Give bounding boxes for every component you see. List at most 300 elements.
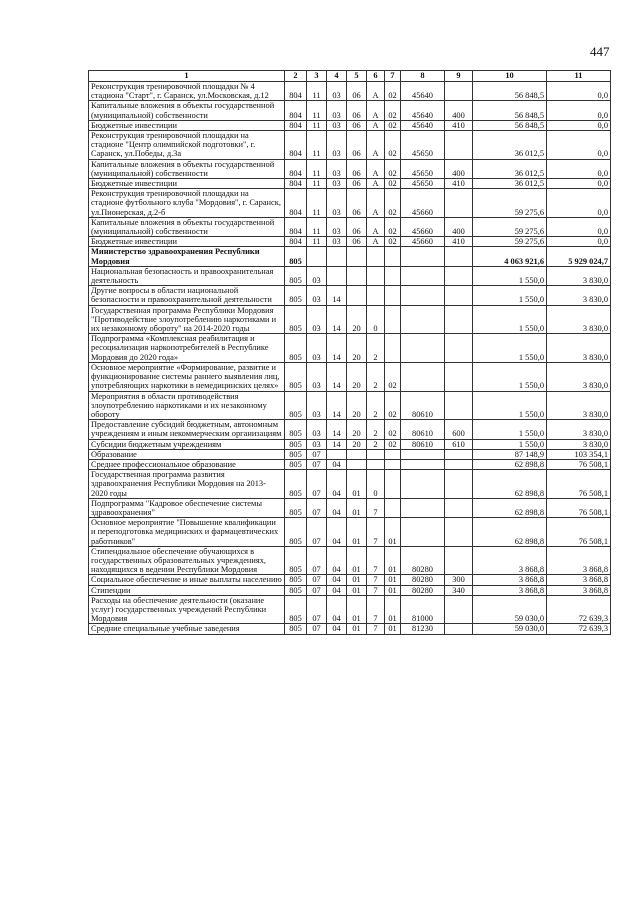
amount-year-2: 3 868,8 (547, 585, 611, 595)
subsection-code (327, 247, 347, 266)
col-header: 7 (385, 71, 401, 82)
amount-year-1: 1 550,0 (473, 266, 547, 285)
table-row (89, 159, 611, 178)
amount-year-1: 62 898,8 (473, 470, 547, 499)
amount-year-1: 56 848,5 (473, 82, 547, 101)
amount-year-1: 3 868,8 (473, 546, 547, 575)
subprogram-code: 2 (367, 439, 385, 449)
table-row (89, 217, 611, 236)
section-code: 11 (307, 159, 327, 178)
table-row (89, 518, 611, 547)
section-code: 07 (307, 459, 327, 469)
row-name: Реконструкция тренировочной площадки на стадионе футбольного клуба "Мордовия", г. Саранск, ул.Пионерская, д.2-б (89, 189, 285, 218)
amount-year-2: 76 508,1 (547, 470, 611, 499)
expense-type-code (445, 459, 473, 469)
row-name: Подпрограмма "Кадровое обеспечение системы здравоохранения" (89, 498, 285, 517)
direction-code: 81230 (401, 624, 445, 634)
table-row (89, 595, 611, 624)
direction-code (401, 305, 445, 334)
amount-year-1: 1 550,0 (473, 391, 547, 420)
subsection-code: 04 (327, 595, 347, 624)
direction-code (401, 247, 445, 266)
direction-code: 80610 (401, 439, 445, 449)
subsection-code: 04 (327, 585, 347, 595)
row-name: Капитальные вложения в объекты государственной (муниципальной) собственности (89, 159, 285, 178)
program-code: 20 (347, 334, 367, 363)
subprogram-code: 7 (367, 498, 385, 517)
admin-code: 804 (285, 159, 307, 178)
subprogram-code: 2 (367, 420, 385, 439)
amount-year-1: 1 550,0 (473, 439, 547, 449)
row-name: Реконструкция тренировочной площадки на стадионе "Центр олимпийской подготовки", г. Саранск, ул.Победы, д.3а (89, 131, 285, 160)
admin-code: 804 (285, 217, 307, 236)
row-name: Государственная программа Республики Мордовия "Противодействие злоупотреблению наркотиками и их незаконному обороту" на 2014-2020 годы (89, 305, 285, 334)
subprogram-code (367, 286, 385, 305)
subprogram-code: 0 (367, 305, 385, 334)
program-code (347, 449, 367, 459)
measure-code: 02 (385, 189, 401, 218)
col-header: 4 (327, 71, 347, 82)
admin-code: 805 (285, 286, 307, 305)
direction-code (401, 334, 445, 363)
row-name: Образование (89, 449, 285, 459)
program-code: 20 (347, 439, 367, 449)
subprogram-code: А (367, 237, 385, 247)
measure-code: 02 (385, 391, 401, 420)
admin-code: 805 (285, 624, 307, 634)
program-code: 01 (347, 518, 367, 547)
subprogram-code: 7 (367, 518, 385, 547)
amount-year-2: 0,0 (547, 189, 611, 218)
measure-code: 01 (385, 546, 401, 575)
program-code: 01 (347, 546, 367, 575)
measure-code: 02 (385, 237, 401, 247)
table-row (89, 498, 611, 517)
admin-code: 805 (285, 420, 307, 439)
measure-code: 02 (385, 120, 401, 130)
program-code: 20 (347, 362, 367, 391)
table-row (89, 266, 611, 285)
col-header: 10 (473, 71, 547, 82)
amount-year-2: 3 830,0 (547, 439, 611, 449)
amount-year-2: 3 830,0 (547, 305, 611, 334)
expense-type-code (445, 624, 473, 634)
subsection-code: 04 (327, 546, 347, 575)
section-code: 11 (307, 217, 327, 236)
row-name: Предоставление субсидий бюджетным, автономным учреждениям и иным некоммерческим организациям (89, 420, 285, 439)
amount-year-1: 62 898,8 (473, 518, 547, 547)
expense-type-code: 410 (445, 179, 473, 189)
section-code: 03 (307, 334, 327, 363)
program-code (347, 459, 367, 469)
subprogram-code: 2 (367, 391, 385, 420)
expense-type-code (445, 498, 473, 517)
subsection-code: 03 (327, 120, 347, 130)
expense-type-code (445, 286, 473, 305)
section-code: 03 (307, 362, 327, 391)
direction-code: 45660 (401, 189, 445, 218)
row-name: Среднее профессиональное образование (89, 459, 285, 469)
program-code: 20 (347, 305, 367, 334)
program-code: 06 (347, 159, 367, 178)
admin-code: 805 (285, 546, 307, 575)
program-code: 06 (347, 82, 367, 101)
admin-code: 805 (285, 247, 307, 266)
direction-code (401, 459, 445, 469)
subsection-code: 14 (327, 391, 347, 420)
admin-code: 805 (285, 334, 307, 363)
row-name: Капитальные вложения в объекты государственной (муниципальной) собственности (89, 217, 285, 236)
budget-table (88, 70, 611, 635)
expense-type-code (445, 470, 473, 499)
amount-year-1: 3 868,8 (473, 585, 547, 595)
section-code: 11 (307, 189, 327, 218)
table-row (89, 459, 611, 469)
subprogram-code (367, 247, 385, 266)
admin-code: 805 (285, 595, 307, 624)
row-name: Социальное обеспечение и иные выплаты населению (89, 575, 285, 585)
amount-year-2: 103 354,1 (547, 449, 611, 459)
program-code: 20 (347, 420, 367, 439)
measure-code: 02 (385, 179, 401, 189)
section-code: 11 (307, 179, 327, 189)
row-name: Бюджетные инвестиции (89, 237, 285, 247)
row-name: Мероприятия в области противодействия злоупотреблению наркотиками и их незаконному обороту (89, 391, 285, 420)
program-code (347, 286, 367, 305)
col-header: 2 (285, 71, 307, 82)
direction-code (401, 518, 445, 547)
admin-code: 804 (285, 120, 307, 130)
program-code: 01 (347, 498, 367, 517)
program-code (347, 266, 367, 285)
measure-code: 02 (385, 131, 401, 160)
section-code: 03 (307, 266, 327, 285)
subsection-code: 03 (327, 131, 347, 160)
col-header: 1 (89, 71, 285, 82)
amount-year-1: 56 848,5 (473, 101, 547, 120)
amount-year-2: 3 830,0 (547, 334, 611, 363)
direction-code: 45660 (401, 237, 445, 247)
subsection-code: 03 (327, 237, 347, 247)
direction-code: 45640 (401, 101, 445, 120)
expense-type-code: 340 (445, 585, 473, 595)
section-code: 03 (307, 420, 327, 439)
direction-code: 45650 (401, 159, 445, 178)
expense-type-code (445, 518, 473, 547)
direction-code (401, 266, 445, 285)
expense-type-code (445, 131, 473, 160)
program-code: 06 (347, 189, 367, 218)
subsection-code (327, 266, 347, 285)
expense-type-code (445, 334, 473, 363)
col-header: 3 (307, 71, 327, 82)
subsection-code: 03 (327, 179, 347, 189)
subsection-code: 14 (327, 420, 347, 439)
measure-code: 01 (385, 575, 401, 585)
section-code: 11 (307, 237, 327, 247)
table-row (89, 120, 611, 130)
admin-code: 805 (285, 518, 307, 547)
section-code: 11 (307, 120, 327, 130)
subprogram-code: А (367, 217, 385, 236)
expense-type-code (445, 546, 473, 575)
direction-code: 45650 (401, 179, 445, 189)
row-name: Бюджетные инвестиции (89, 120, 285, 130)
subprogram-code: А (367, 179, 385, 189)
program-code: 01 (347, 470, 367, 499)
admin-code: 804 (285, 179, 307, 189)
table-row (89, 470, 611, 499)
amount-year-1: 36 012,5 (473, 159, 547, 178)
direction-code (401, 470, 445, 499)
measure-code (385, 286, 401, 305)
expense-type-code (445, 189, 473, 218)
amount-year-1: 87 148,9 (473, 449, 547, 459)
col-header: 9 (445, 71, 473, 82)
subsection-code: 14 (327, 362, 347, 391)
expense-type-code: 400 (445, 217, 473, 236)
direction-code: 45640 (401, 82, 445, 101)
measure-code (385, 449, 401, 459)
table-row (89, 286, 611, 305)
expense-type-code: 410 (445, 120, 473, 130)
col-header: 6 (367, 71, 385, 82)
subsection-code: 14 (327, 286, 347, 305)
program-code: 06 (347, 237, 367, 247)
subprogram-code: 7 (367, 624, 385, 634)
subprogram-code: А (367, 131, 385, 160)
subprogram-code: 2 (367, 362, 385, 391)
subsection-code: 03 (327, 217, 347, 236)
amount-year-2: 0,0 (547, 120, 611, 130)
amount-year-2: 0,0 (547, 159, 611, 178)
admin-code: 805 (285, 575, 307, 585)
subsection-code: 04 (327, 575, 347, 585)
subsection-code: 04 (327, 624, 347, 634)
row-name: Другие вопросы в области национальной безопасности и правоохранительной деятельности (89, 286, 285, 305)
expense-type-code (445, 305, 473, 334)
admin-code: 805 (285, 498, 307, 517)
program-code: 01 (347, 624, 367, 634)
section-code: 07 (307, 449, 327, 459)
amount-year-1: 1 550,0 (473, 334, 547, 363)
admin-code: 804 (285, 237, 307, 247)
subsection-code: 03 (327, 189, 347, 218)
measure-code (385, 247, 401, 266)
direction-code (401, 498, 445, 517)
amount-year-2: 3 830,0 (547, 266, 611, 285)
amount-year-2: 3 830,0 (547, 362, 611, 391)
direction-code: 45640 (401, 120, 445, 130)
program-code: 01 (347, 575, 367, 585)
expense-type-code: 410 (445, 237, 473, 247)
section-code: 07 (307, 624, 327, 634)
expense-type-code: 600 (445, 420, 473, 439)
amount-year-2: 72 639,3 (547, 624, 611, 634)
direction-code: 80610 (401, 420, 445, 439)
expense-type-code (445, 266, 473, 285)
row-name: Реконструкция тренировочной площадки № 4 стадиона "Старт", г. Саранск, ул.Московская, д.12 (89, 82, 285, 101)
section-code: 07 (307, 518, 327, 547)
measure-code: 01 (385, 585, 401, 595)
direction-code: 45650 (401, 131, 445, 160)
amount-year-2: 76 508,1 (547, 518, 611, 547)
row-name: Расходы на обеспечение деятельности (оказание услуг) государственных учреждений Республики Мордовия (89, 595, 285, 624)
measure-code (385, 459, 401, 469)
section-code: 07 (307, 575, 327, 585)
subprogram-code (367, 266, 385, 285)
direction-code: 81000 (401, 595, 445, 624)
table-row (89, 247, 611, 266)
program-code: 01 (347, 595, 367, 624)
expense-type-code (445, 362, 473, 391)
subprogram-code: 2 (367, 334, 385, 363)
amount-year-2: 3 830,0 (547, 420, 611, 439)
subprogram-code: 7 (367, 595, 385, 624)
section-code: 07 (307, 498, 327, 517)
amount-year-2: 3 830,0 (547, 391, 611, 420)
amount-year-2: 5 929 024,7 (547, 247, 611, 266)
admin-code: 805 (285, 585, 307, 595)
measure-code: 02 (385, 82, 401, 101)
table-row (89, 305, 611, 334)
col-header: 8 (401, 71, 445, 82)
table-row (89, 391, 611, 420)
measure-code: 01 (385, 518, 401, 547)
measure-code: 02 (385, 439, 401, 449)
subprogram-code: А (367, 189, 385, 218)
expense-type-code (445, 595, 473, 624)
expense-type-code (445, 247, 473, 266)
section-code: 03 (307, 286, 327, 305)
table-row (89, 362, 611, 391)
table-row (89, 82, 611, 101)
section-code: 03 (307, 305, 327, 334)
section-code: 03 (307, 439, 327, 449)
section-code: 07 (307, 470, 327, 499)
measure-code (385, 334, 401, 363)
row-name: Стипендии (89, 585, 285, 595)
table-row (89, 420, 611, 439)
amount-year-2: 72 639,3 (547, 595, 611, 624)
subprogram-code: 0 (367, 470, 385, 499)
amount-year-2: 0,0 (547, 101, 611, 120)
subsection-code: 03 (327, 82, 347, 101)
amount-year-1: 3 868,8 (473, 575, 547, 585)
amount-year-2: 3 868,8 (547, 575, 611, 585)
row-name: Министерство здравоохранения Республики Мордовия (89, 247, 285, 266)
subprogram-code: А (367, 101, 385, 120)
table-row (89, 624, 611, 634)
row-name: Средние специальные учебные заведения (89, 624, 285, 634)
measure-code: 02 (385, 362, 401, 391)
direction-code: 80280 (401, 585, 445, 595)
amount-year-2: 76 508,1 (547, 498, 611, 517)
expense-type-code (445, 82, 473, 101)
row-name: Основное мероприятие «Формирование, развитие и функционирование системы раннего выявления лиц, употребляющих наркотики в немедицинских целях» (89, 362, 285, 391)
table-row (89, 449, 611, 459)
subsection-code: 04 (327, 498, 347, 517)
amount-year-2: 3 868,8 (547, 546, 611, 575)
measure-code: 02 (385, 101, 401, 120)
admin-code: 804 (285, 101, 307, 120)
page-number: 447 (590, 44, 610, 59)
subprogram-code: 7 (367, 546, 385, 575)
program-code: 06 (347, 131, 367, 160)
table-row (89, 189, 611, 218)
admin-code: 805 (285, 305, 307, 334)
subsection-code: 03 (327, 159, 347, 178)
subprogram-code: 7 (367, 585, 385, 595)
table-row (89, 237, 611, 247)
direction-code: 80280 (401, 546, 445, 575)
amount-year-1: 1 550,0 (473, 286, 547, 305)
amount-year-1: 59 030,0 (473, 595, 547, 624)
section-code: 07 (307, 595, 327, 624)
subsection-code: 03 (327, 101, 347, 120)
section-code: 11 (307, 131, 327, 160)
direction-code: 80610 (401, 391, 445, 420)
row-name: Национальная безопасность и правоохранительная деятельность (89, 266, 285, 285)
table-row (89, 334, 611, 363)
expense-type-code (445, 449, 473, 459)
admin-code: 804 (285, 82, 307, 101)
amount-year-2: 0,0 (547, 237, 611, 247)
amount-year-1: 1 550,0 (473, 305, 547, 334)
direction-code (401, 449, 445, 459)
expense-type-code: 300 (445, 575, 473, 585)
table-row (89, 546, 611, 575)
direction-code (401, 362, 445, 391)
expense-type-code: 610 (445, 439, 473, 449)
amount-year-1: 4 063 921,6 (473, 247, 547, 266)
row-name: Стипендиальное обеспечение обучающихся в государственных образовательных учреждениях, находящихся в ведении Республики Мордовия (89, 546, 285, 575)
program-code: 06 (347, 217, 367, 236)
subprogram-code: А (367, 82, 385, 101)
admin-code: 804 (285, 131, 307, 160)
header-row (89, 71, 611, 82)
section-code: 11 (307, 101, 327, 120)
expense-type-code (445, 391, 473, 420)
subsection-code: 04 (327, 459, 347, 469)
direction-code: 80280 (401, 575, 445, 585)
amount-year-2: 0,0 (547, 217, 611, 236)
measure-code: 02 (385, 420, 401, 439)
amount-year-2: 0,0 (547, 131, 611, 160)
subsection-code: 04 (327, 470, 347, 499)
amount-year-1: 36 012,5 (473, 179, 547, 189)
expense-type-code: 400 (445, 101, 473, 120)
program-code: 06 (347, 101, 367, 120)
section-code: 11 (307, 82, 327, 101)
admin-code: 805 (285, 449, 307, 459)
subprogram-code (367, 459, 385, 469)
amount-year-1: 36 012,5 (473, 131, 547, 160)
measure-code: 01 (385, 624, 401, 634)
direction-code: 45660 (401, 217, 445, 236)
section-code: 07 (307, 546, 327, 575)
measure-code (385, 266, 401, 285)
row-name: Капитальные вложения в объекты государственной (муниципальной) собственности (89, 101, 285, 120)
amount-year-2: 0,0 (547, 179, 611, 189)
row-name: Государственная программа развития здравоохранения Республики Мордовия на 2013-2020 годы (89, 470, 285, 499)
measure-code: 02 (385, 159, 401, 178)
program-code: 06 (347, 179, 367, 189)
direction-code (401, 286, 445, 305)
section-code: 07 (307, 585, 327, 595)
col-header: 5 (347, 71, 367, 82)
admin-code: 805 (285, 459, 307, 469)
